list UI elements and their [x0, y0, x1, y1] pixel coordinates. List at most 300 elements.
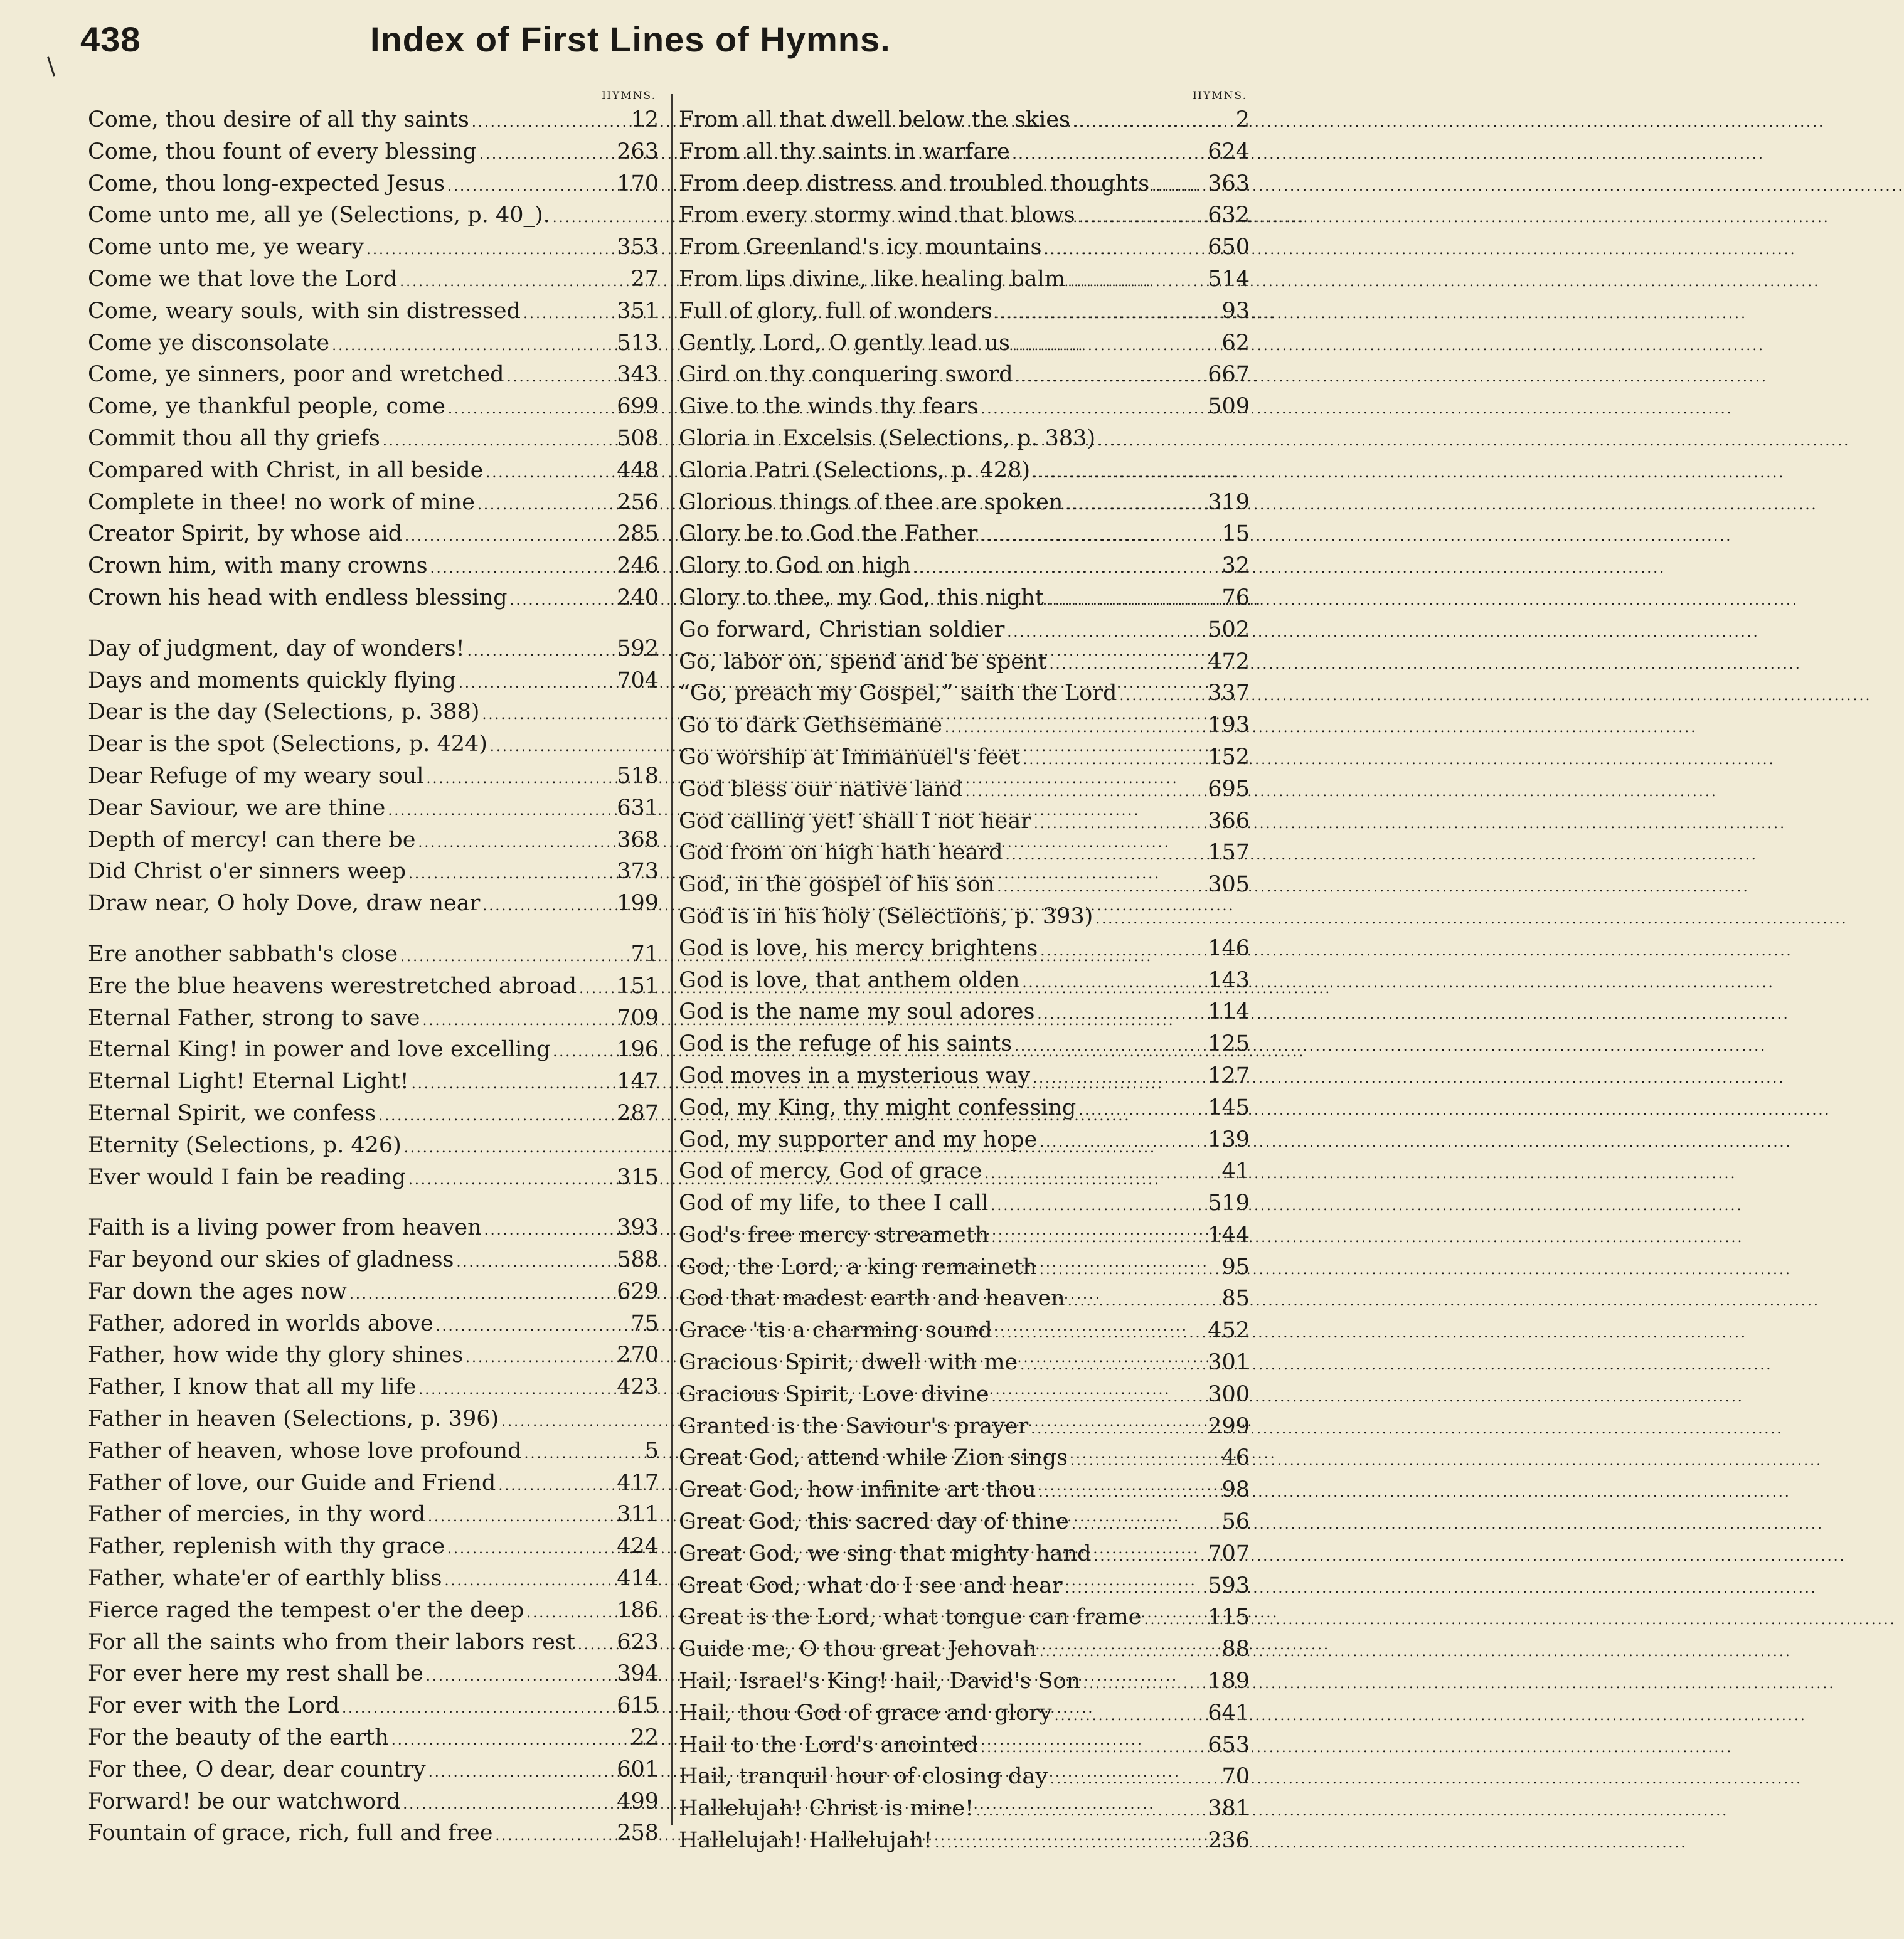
hymn-number: 452: [1208, 1318, 1250, 1344]
hymn-first-line: Hallelujah! Christ is mine!: [679, 1796, 974, 1822]
index-entry: [88, 696, 659, 728]
hymn-number: 394: [617, 1661, 659, 1687]
dot-leader: [1037, 1637, 1222, 1669]
dot-leader: [1063, 1573, 1208, 1605]
index-entry: [679, 933, 1250, 965]
hymn-number: 287: [617, 1100, 659, 1126]
index-entry: [679, 423, 1250, 455]
hymn-number: 423: [617, 1374, 659, 1400]
dot-leader: [1038, 936, 1208, 968]
hymn-number: 71: [630, 941, 659, 967]
dot-leader: [423, 763, 617, 795]
dot-leader: [978, 394, 1208, 426]
hymn-first-line: Ever would I fain be reading: [88, 1164, 406, 1190]
index-entry: [88, 1786, 659, 1818]
hymn-first-line: Come, thou long-expected Jesus: [88, 171, 445, 196]
hymn-first-line: God moves in a mysterious way: [679, 1063, 1031, 1088]
hymn-first-line: Eternal Spirit, we confess: [88, 1100, 376, 1126]
index-entry: [88, 295, 659, 327]
hymn-first-line: Go forward, Christian soldier: [679, 617, 1005, 642]
index-entry: [88, 792, 659, 824]
hymn-first-line: Ere another sabbath's close: [88, 941, 398, 967]
hymn-first-line: Faith is a living power from heaven: [88, 1215, 482, 1241]
hymn-first-line: Great God, this sacred day of thine: [679, 1509, 1069, 1535]
hymn-first-line: Draw near, O holy Dove, draw near: [88, 891, 481, 916]
hymn-first-line: Eternity (Selections, p. 426): [88, 1132, 402, 1158]
index-entry: [679, 837, 1250, 869]
hymn-number: 518: [617, 763, 659, 789]
index-entry: [679, 1442, 1250, 1474]
index-entry: [88, 1595, 659, 1627]
dot-leader: [376, 1101, 617, 1133]
page-title: Index of First Lines of Hymns.: [370, 19, 891, 59]
hymn-first-line: Gird on thy conquering sword: [679, 362, 1013, 388]
dot-leader: [1018, 1350, 1208, 1382]
dot-leader: [1076, 1095, 1208, 1127]
dot-leader: [1091, 1541, 1208, 1573]
dot-leader: [339, 1693, 617, 1725]
hymn-first-line: God calling yet! shall I not hear: [679, 808, 1031, 834]
hymn-first-line: Go, labor on, spend and be spent: [679, 649, 1047, 674]
hymn-first-line: From Greenland's icy mountains: [679, 235, 1042, 260]
hymn-first-line: For the beauty of the earth: [88, 1725, 389, 1751]
hymn-number: 5: [644, 1438, 659, 1464]
dot-leader: [477, 139, 617, 171]
dot-leader: [380, 426, 617, 458]
hymn-number: 641: [1208, 1700, 1250, 1726]
hymn-first-line: From lips divine, like healing balm: [679, 266, 1066, 292]
hymn-first-line: For ever with the Lord: [88, 1693, 340, 1719]
hymn-first-line: God is the refuge of his saints: [679, 1031, 1013, 1057]
hymn-number: 193: [1208, 713, 1250, 738]
dot-leader: [445, 394, 617, 426]
index-entry: [88, 1435, 659, 1467]
hymn-number: 95: [1221, 1254, 1250, 1280]
dot-leader: [1080, 1669, 1208, 1701]
hymn-number: 632: [1208, 203, 1250, 228]
page-header: [0, 0, 1299, 94]
index-entry: [679, 263, 1250, 295]
hymn-number: 319: [1208, 489, 1250, 515]
hymn-first-line: Glorious things of thee are spoken: [679, 489, 1063, 515]
dot-leader: [406, 859, 617, 891]
index-entry: [88, 1563, 659, 1595]
index-column-left: [88, 88, 659, 1849]
hymn-number: 623: [617, 1629, 659, 1655]
index-entry: [88, 518, 659, 550]
index-entry: [88, 136, 659, 168]
hymn-first-line: Forward! be our watchword: [88, 1788, 401, 1814]
index-column-right: [679, 88, 1250, 1857]
index-entry: [88, 1371, 659, 1403]
dot-leader: [465, 636, 617, 668]
index-entry: [88, 970, 659, 1002]
hymn-first-line: Give to the winds thy fears: [679, 394, 979, 420]
hymn-number: 417: [617, 1470, 659, 1495]
index-entry: [88, 1066, 659, 1098]
hymn-first-line: Did Christ o'er sinners weep: [88, 859, 407, 885]
hymn-first-line: Eternal King! in power and love excelling: [88, 1037, 551, 1063]
index-entry: [679, 136, 1250, 168]
hymn-number: 88: [1221, 1637, 1250, 1662]
hymn-number: 351: [617, 298, 659, 324]
index-entry: [88, 168, 659, 200]
hymn-number: 256: [617, 489, 659, 515]
hymn-first-line: Father, whate'er of earthly bliss: [88, 1566, 442, 1591]
index-entry: [88, 633, 659, 665]
index-entry: [88, 760, 659, 792]
dot-leader: [1041, 235, 1208, 267]
hymn-number: 56: [1221, 1509, 1250, 1535]
dot-leader: [1047, 649, 1208, 681]
hymn-number: 246: [617, 553, 659, 579]
hymn-number: 513: [617, 330, 659, 356]
hymn-first-line: From deep distress and troubled thoughts: [679, 171, 1150, 196]
hymn-first-line: Father, how wide thy glory shines: [88, 1342, 464, 1368]
dot-leader: [1036, 1477, 1222, 1509]
hymn-first-line: God's free mercy streameth: [679, 1222, 989, 1248]
hymn-first-line: God, my King, thy might confessing: [679, 1095, 1077, 1120]
hymn-number: 624: [1208, 139, 1250, 164]
hymn-first-line: Glory to thee, my God, this night: [679, 585, 1044, 610]
dot-leader: [433, 1311, 631, 1343]
index-entry: [679, 359, 1250, 391]
dot-leader: [1020, 745, 1208, 777]
index-entry: [679, 582, 1250, 614]
index-entry: [679, 1155, 1250, 1187]
index-entry: [88, 231, 659, 263]
hymn-first-line: God, in the gospel of his son: [679, 872, 995, 898]
dot-leader: [487, 731, 659, 763]
hymn-first-line: Hail, Israel's King! hail, David's Son: [679, 1669, 1081, 1694]
hymn-number: 70: [1221, 1764, 1250, 1790]
hymn-number: 299: [1208, 1413, 1250, 1439]
hymn-number: 127: [1208, 1063, 1250, 1088]
index-entry: [88, 1244, 659, 1276]
hymn-first-line: Come ye disconsolate: [88, 330, 330, 356]
index-entry: [679, 1347, 1250, 1379]
dot-leader: [963, 777, 1208, 809]
hymn-number: 186: [617, 1597, 659, 1623]
hymn-number: 650: [1208, 235, 1250, 260]
index-entry: [679, 1602, 1250, 1634]
index-entry: [88, 1339, 659, 1371]
index-entry: [679, 518, 1250, 550]
dot-leader: [992, 1318, 1208, 1350]
hymn-number: 592: [617, 635, 659, 661]
hymn-number: 27: [630, 266, 659, 292]
dot-leader: [402, 1133, 659, 1165]
hymn-number: 337: [1208, 681, 1250, 706]
dot-leader: [482, 1215, 617, 1247]
dot-leader: [389, 1725, 631, 1757]
index-entry: [88, 1130, 659, 1162]
dot-leader: [425, 1502, 617, 1534]
hymn-first-line: For all the saints who from their labors rest: [88, 1629, 575, 1655]
index-entry: [88, 327, 659, 359]
hymn-first-line: Great is the Lord, what tongue can frame: [679, 1605, 1142, 1630]
index-entry: [679, 550, 1250, 582]
index-entry: [679, 773, 1250, 805]
index-entry: [679, 1251, 1250, 1283]
hymn-number: 151: [617, 973, 659, 999]
hymn-number: 41: [1221, 1159, 1250, 1184]
hymn-first-line: Day of judgment, day of wonders!: [88, 635, 465, 661]
dot-leader: [1065, 1286, 1222, 1318]
hymn-first-line: For ever here my rest shall be: [88, 1661, 423, 1687]
margin-mark: [47, 56, 55, 76]
dot-leader: [550, 203, 659, 235]
dot-leader: [1149, 171, 1208, 203]
index-entry: [88, 263, 659, 295]
hymn-number: 695: [1208, 776, 1250, 802]
dot-leader: [1003, 840, 1208, 872]
hymn-number: 707: [1208, 1541, 1250, 1566]
hymn-number: 199: [617, 891, 659, 916]
hymn-first-line: Gloria Patri (Selections, p. 428): [679, 457, 1031, 483]
index-entry: [679, 1124, 1250, 1156]
dot-leader: [1065, 267, 1208, 299]
dot-leader: [1010, 331, 1221, 363]
index-entry: [679, 709, 1250, 741]
dot-leader: [1030, 458, 1250, 490]
dot-leader: [445, 1534, 617, 1566]
hymn-number: 305: [1208, 872, 1250, 898]
dot-leader: [550, 1037, 617, 1069]
dot-leader: [504, 362, 617, 394]
index-entry: [679, 1219, 1250, 1251]
hymn-number: 514: [1208, 266, 1250, 292]
hymn-first-line: Eternal Light! Eternal Light!: [88, 1069, 409, 1095]
dot-leader: [1004, 617, 1208, 649]
hymn-first-line: Dear is the day (Selections, p. 388): [88, 699, 480, 725]
hymn-first-line: Come unto me, all ye (Selections, p. 40_).: [88, 203, 550, 228]
dot-leader: [364, 235, 617, 267]
dot-leader: [329, 331, 617, 363]
index-entry: [679, 741, 1250, 773]
hymn-number: 593: [1208, 1573, 1250, 1598]
dot-leader: [423, 1661, 617, 1693]
index-entry: [679, 1283, 1250, 1315]
hymn-first-line: Come, ye sinners, poor and wretched: [88, 362, 504, 388]
index-entry: [88, 728, 659, 760]
hymn-first-line: Great God, how infinite art thou: [679, 1477, 1036, 1503]
dot-leader: [409, 1069, 617, 1101]
dot-leader: [1044, 585, 1222, 617]
dot-leader: [1075, 203, 1208, 235]
index-entry: [88, 1690, 659, 1722]
dot-leader: [1069, 1509, 1222, 1541]
hymn-number: 588: [617, 1247, 659, 1273]
hymn-number: 519: [1208, 1191, 1250, 1216]
hymn-first-line: Glory be to God the Father: [679, 521, 978, 547]
hymn-first-line: Creator Spirit, by whose aid: [88, 521, 403, 547]
hymn-number: 147: [617, 1069, 659, 1095]
dot-leader: [508, 585, 617, 617]
index-entry: [679, 391, 1250, 423]
hymn-first-line: Go to dark Gethsemane: [679, 713, 943, 738]
index-entry: [88, 1162, 659, 1194]
index-entry: [88, 550, 659, 582]
hymn-number: 393: [617, 1215, 659, 1241]
dot-leader: [496, 1470, 617, 1502]
hymn-first-line: Depth of mercy! can there be: [88, 827, 416, 853]
hymn-first-line: Father in heaven (Selections, p. 396): [88, 1406, 499, 1432]
hymn-first-line: Father of mercies, in thy word: [88, 1502, 425, 1527]
hymn-number: 236: [1208, 1828, 1250, 1854]
hymn-first-line: Grace 'tis a charming sound: [679, 1318, 992, 1344]
hymn-number: 499: [617, 1788, 659, 1814]
dot-leader: [1052, 1701, 1208, 1733]
index-entry: [679, 1634, 1250, 1665]
index-entry: [679, 327, 1250, 359]
hymn-first-line: Gracious Spirit, dwell with me: [679, 1350, 1018, 1376]
column-heading-hymns: HYMNS.: [602, 90, 656, 102]
hymn-first-line: Father, I know that all my life: [88, 1374, 417, 1400]
hymn-number: 189: [1208, 1669, 1250, 1694]
index-entry: [88, 359, 659, 391]
dot-leader: [483, 458, 617, 490]
index-entry: [88, 1627, 659, 1659]
hymn-first-line: Dear Refuge of my weary soul: [88, 763, 424, 789]
dot-leader: [1095, 426, 1250, 458]
dot-leader: [426, 1757, 617, 1789]
hymn-number: 699: [617, 394, 659, 420]
index-entry: [679, 1793, 1250, 1825]
hymn-number: 32: [1221, 553, 1250, 579]
hymn-first-line: Hallelujah! Hallelujah!: [679, 1828, 933, 1854]
dot-leader: [942, 713, 1208, 745]
hymn-first-line: Come, weary souls, with sin distressed: [88, 298, 521, 324]
index-entry: [679, 901, 1250, 933]
dot-leader: [1037, 1127, 1208, 1159]
hymn-number: 502: [1208, 617, 1250, 642]
index-entry: [679, 646, 1250, 678]
index-entry: [88, 938, 659, 970]
dot-leader: [575, 1630, 617, 1662]
dot-leader: [469, 107, 631, 139]
hymn-number: 85: [1221, 1286, 1250, 1312]
index-entry: [88, 1531, 659, 1563]
index-entry: [679, 1570, 1250, 1602]
hymn-first-line: Come we that love the Lord: [88, 266, 398, 292]
hymn-first-line: Great God, what do I see and hear: [679, 1573, 1063, 1598]
hymn-first-line: Come, ye thankful people, come: [88, 394, 445, 420]
hymn-number: 300: [1208, 1381, 1250, 1407]
index-entry: [88, 1817, 659, 1849]
dot-leader: [406, 1165, 617, 1197]
hymn-first-line: “Go, preach my Gospel,” saith the Lord: [679, 681, 1117, 706]
hymn-number: 15: [1221, 521, 1250, 547]
index-entry: [679, 1506, 1250, 1538]
dot-leader: [492, 1820, 617, 1852]
entry-list-right: [679, 104, 1250, 1857]
dot-leader: [416, 1374, 617, 1406]
index-entry: [679, 996, 1250, 1028]
hymn-first-line: Full of glory, full of wonders: [679, 298, 992, 324]
index-entry: [679, 1665, 1250, 1697]
dot-leader: [1117, 681, 1208, 713]
dot-leader: [454, 1247, 617, 1279]
dot-leader: [989, 1223, 1208, 1255]
hymn-number: 311: [617, 1502, 659, 1527]
hymn-number: 629: [617, 1278, 659, 1304]
dot-leader: [977, 521, 1221, 553]
dot-leader: [415, 827, 617, 859]
index-entry: [679, 455, 1250, 487]
hymn-number: 667: [1208, 362, 1250, 388]
index-entry: [88, 199, 659, 231]
hymn-first-line: Gloria in Excelsis (Selections, p. 383): [679, 425, 1096, 451]
hymn-first-line: God, the Lord, a king remaineth: [679, 1254, 1037, 1280]
hymn-number: 196: [617, 1037, 659, 1063]
dot-leader: [521, 1438, 644, 1470]
dot-leader: [428, 553, 617, 585]
hymn-first-line: God that madest earth and heaven: [679, 1286, 1065, 1312]
index-entry: [88, 1098, 659, 1130]
hymn-number: 22: [630, 1725, 659, 1751]
hymn-number: 143: [1208, 967, 1250, 993]
dot-leader: [974, 1796, 1208, 1828]
hymn-number: 75: [630, 1310, 659, 1336]
hymn-number: 353: [617, 235, 659, 260]
index-entry: [88, 1754, 659, 1786]
index-entry: [679, 1315, 1250, 1347]
hymn-first-line: God is love, his mercy brightens: [679, 935, 1038, 961]
hymn-number: 145: [1208, 1095, 1250, 1120]
dot-leader: [989, 1382, 1208, 1414]
index-entry: [679, 1411, 1250, 1443]
hymn-first-line: From all that dwell below the skies: [679, 107, 1070, 132]
hymn-number: 381: [1208, 1796, 1250, 1822]
hymn-number: 152: [1208, 744, 1250, 770]
index-entry: [679, 1060, 1250, 1092]
hymn-number: 2: [1235, 107, 1250, 132]
hymn-number: 509: [1208, 394, 1250, 420]
hymn-first-line: Father, replenish with thy grace: [88, 1534, 445, 1559]
hymn-first-line: God of my life, to thee I call: [679, 1191, 989, 1216]
dot-leader: [982, 1159, 1221, 1191]
dot-leader: [402, 521, 617, 553]
hymn-number: 157: [1208, 840, 1250, 866]
hymn-number: 12: [630, 107, 659, 132]
index-entry: [679, 1187, 1250, 1219]
hymn-number: 146: [1208, 935, 1250, 961]
hymn-number: 366: [1208, 808, 1250, 834]
hymn-number: 601: [617, 1756, 659, 1782]
hymn-number: 615: [617, 1693, 659, 1719]
index-entry: [88, 665, 659, 697]
index-entry: [88, 1403, 659, 1435]
hymn-first-line: From every stormy wind that blows: [679, 203, 1075, 228]
dot-leader: [456, 668, 617, 700]
hymn-first-line: God is love, that anthem olden: [679, 967, 1020, 993]
index-entry: [88, 1002, 659, 1034]
index-entry: [679, 295, 1250, 327]
hymn-number: 301: [1208, 1350, 1250, 1376]
hymn-first-line: God is in his holy (Selections, p. 393): [679, 903, 1093, 929]
index-entry: [679, 1761, 1250, 1793]
dot-leader: [1070, 107, 1236, 139]
dot-leader: [1068, 1445, 1221, 1477]
hymn-number: 285: [617, 521, 659, 547]
hymn-first-line: For thee, O dear, dear country: [88, 1756, 426, 1782]
hymn-first-line: Come, thou fount of every blessing: [88, 139, 477, 164]
dot-leader: [1013, 362, 1208, 394]
page-number: 438: [80, 19, 141, 59]
index-entry: [88, 1308, 659, 1340]
hymn-first-line: Fierce raged the tempest o'er the deep: [88, 1597, 524, 1623]
